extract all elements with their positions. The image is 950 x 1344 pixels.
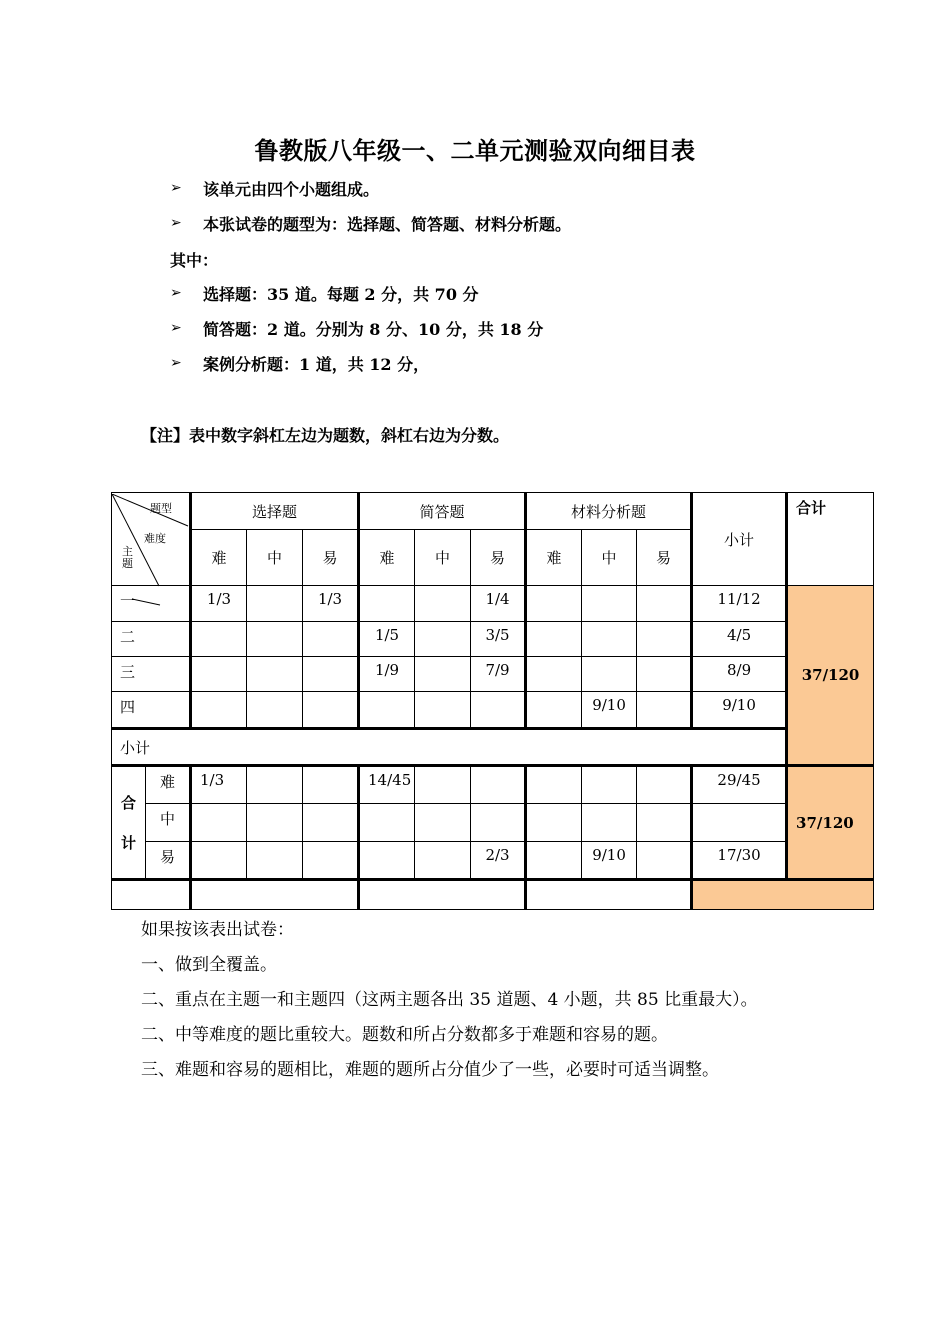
cell: [303, 842, 359, 880]
empty-cell: [526, 880, 692, 910]
bullet-arrow-icon: ➢: [170, 180, 182, 196]
level-header: 易: [303, 530, 359, 586]
cell: 1/5: [359, 622, 415, 657]
type-header-short: 简答题: [359, 493, 526, 530]
cell: [526, 692, 582, 729]
cell: [526, 842, 582, 880]
cell: [359, 842, 415, 880]
cell: [471, 804, 526, 842]
cell: [582, 657, 637, 692]
cell: [637, 622, 692, 657]
empty-cell: [112, 880, 191, 910]
cell: [191, 692, 247, 729]
conclusion-intro: 如果按该表出试卷：: [141, 920, 294, 940]
cell: [582, 622, 637, 657]
level-header: 易: [471, 530, 526, 586]
subtotal-row: 小计: [112, 729, 787, 766]
note: 【注】表中数字斜杠左边为题数，斜杠右边为分数。: [141, 426, 510, 445]
type-header-choice: 选择题: [191, 493, 359, 530]
sum-level: 中: [146, 804, 191, 842]
intro-line-5: 案例分析题：1 道，共 12 分，: [203, 355, 430, 374]
cell: [359, 804, 415, 842]
empty-cell: [359, 880, 526, 910]
row-subtotal: 11/12: [692, 586, 787, 622]
cell: [247, 766, 303, 804]
cell: [637, 766, 692, 804]
cell: 3/5: [471, 622, 526, 657]
topic-label: 二: [112, 622, 191, 657]
spec-table: [111, 492, 874, 910]
intro-line-3: 选择题：35 道。每题 2 分，共 70 分: [203, 285, 479, 304]
row-subtotal: [692, 804, 787, 842]
bullet-arrow-icon: ➢: [170, 355, 182, 371]
topic-label-text: 一: [120, 592, 136, 610]
cell: [247, 586, 303, 622]
level-header: 中: [247, 530, 303, 586]
cell: [526, 586, 582, 622]
cell: [247, 692, 303, 729]
total-header: 合计: [787, 493, 874, 586]
cell: 1/3: [191, 766, 247, 804]
cell: 14/45: [359, 766, 415, 804]
cell: [247, 657, 303, 692]
conclusion-line-1: 一、做到全覆盖。: [141, 955, 277, 975]
cell: [582, 804, 637, 842]
row-subtotal: 17/30: [692, 842, 787, 880]
cell: 1/3: [303, 586, 359, 622]
corner-cell: [112, 493, 191, 586]
intro-among: 其中：: [170, 251, 219, 270]
cell: [637, 586, 692, 622]
cell: 1/4: [471, 586, 526, 622]
bullet-arrow-icon: ➢: [170, 285, 182, 301]
cell: [637, 842, 692, 880]
cell: [415, 842, 471, 880]
cell: [247, 804, 303, 842]
cell: 1/3: [191, 586, 247, 622]
cell: [582, 586, 637, 622]
cell: 7/9: [471, 657, 526, 692]
corner-topic-label-a: 主: [122, 545, 133, 558]
cell: [359, 586, 415, 622]
cell: [303, 804, 359, 842]
cell: [637, 804, 692, 842]
level-header: 中: [582, 530, 637, 586]
cell: [415, 692, 471, 729]
sum-level: 易: [146, 842, 191, 880]
cell: [637, 692, 692, 729]
conclusion-line-3: 二、中等难度的题比重较大。题数和所占分数都多于难题和容易的题。: [141, 1025, 668, 1045]
cell: [191, 842, 247, 880]
cell: [191, 804, 247, 842]
level-header: 难: [359, 530, 415, 586]
cell: [303, 692, 359, 729]
intro-line-2: 本张试卷的题型为：选择题、简答题、材料分析题。: [203, 215, 572, 234]
level-header: 中: [415, 530, 471, 586]
cell: [471, 766, 526, 804]
page-title: 鲁教版八年级一、二单元测验双向细目表: [254, 137, 696, 165]
conclusion-line-2: 二、重点在主题一和主题四（这两主题各出 35 道题、4 小题，共 85 比重最大）。: [141, 990, 758, 1010]
corner-type-label: 题型: [150, 502, 172, 515]
cell: [471, 692, 526, 729]
cell: [359, 692, 415, 729]
total-bottom: 37/120: [787, 766, 874, 880]
sum-label: [112, 766, 146, 880]
topic-label: 三: [112, 657, 191, 692]
cell: 1/9: [359, 657, 415, 692]
cell: [247, 622, 303, 657]
cell: [526, 766, 582, 804]
topic-label: [112, 586, 191, 622]
cell: [582, 766, 637, 804]
row-subtotal: 29/45: [692, 766, 787, 804]
cell: [415, 804, 471, 842]
cell: 2/3: [471, 842, 526, 880]
row-subtotal: 8/9: [692, 657, 787, 692]
sum-level: 难: [146, 766, 191, 804]
bullet-arrow-icon: ➢: [170, 215, 182, 231]
cell: [526, 622, 582, 657]
cell: [415, 657, 471, 692]
cell: [637, 657, 692, 692]
cell: [303, 766, 359, 804]
cell: [191, 622, 247, 657]
cell: [303, 657, 359, 692]
empty-cell: [191, 880, 359, 910]
cell: [415, 586, 471, 622]
level-header: 易: [637, 530, 692, 586]
intro-line-4: 简答题：2 道。分别为 8 分、10 分，共 18 分: [203, 320, 544, 339]
sum-label-a: 合: [120, 793, 136, 812]
row-subtotal: 4/5: [692, 622, 787, 657]
bullet-arrow-icon: ➢: [170, 320, 182, 336]
total-top: 37/120: [787, 586, 874, 766]
sum-label-b: 计: [120, 833, 136, 852]
conclusion-line-4: 三、难题和容易的题相比，难题的题所占分值少了一些，必要时可适当调整。: [141, 1060, 719, 1080]
row-subtotal: 9/10: [692, 692, 787, 729]
level-header: 难: [526, 530, 582, 586]
cell: 9/10: [582, 842, 637, 880]
cell: 9/10: [582, 692, 637, 729]
cell: [415, 622, 471, 657]
cell: [526, 657, 582, 692]
subtotal-header: 小计: [692, 493, 787, 586]
corner-difficulty-label: 难度: [144, 532, 166, 545]
topic-dash-mark: [132, 598, 192, 608]
type-header-material: 材料分析题: [526, 493, 692, 530]
corner-topic-label-b: 题: [122, 557, 133, 570]
cell: [247, 842, 303, 880]
cell: [526, 804, 582, 842]
level-header: 难: [191, 530, 247, 586]
topic-label: 四: [112, 692, 191, 729]
cell: [303, 622, 359, 657]
cell: [415, 766, 471, 804]
empty-orange-cell: [692, 880, 874, 910]
intro-line-1: 该单元由四个小题组成。: [203, 180, 380, 199]
cell: [191, 657, 247, 692]
